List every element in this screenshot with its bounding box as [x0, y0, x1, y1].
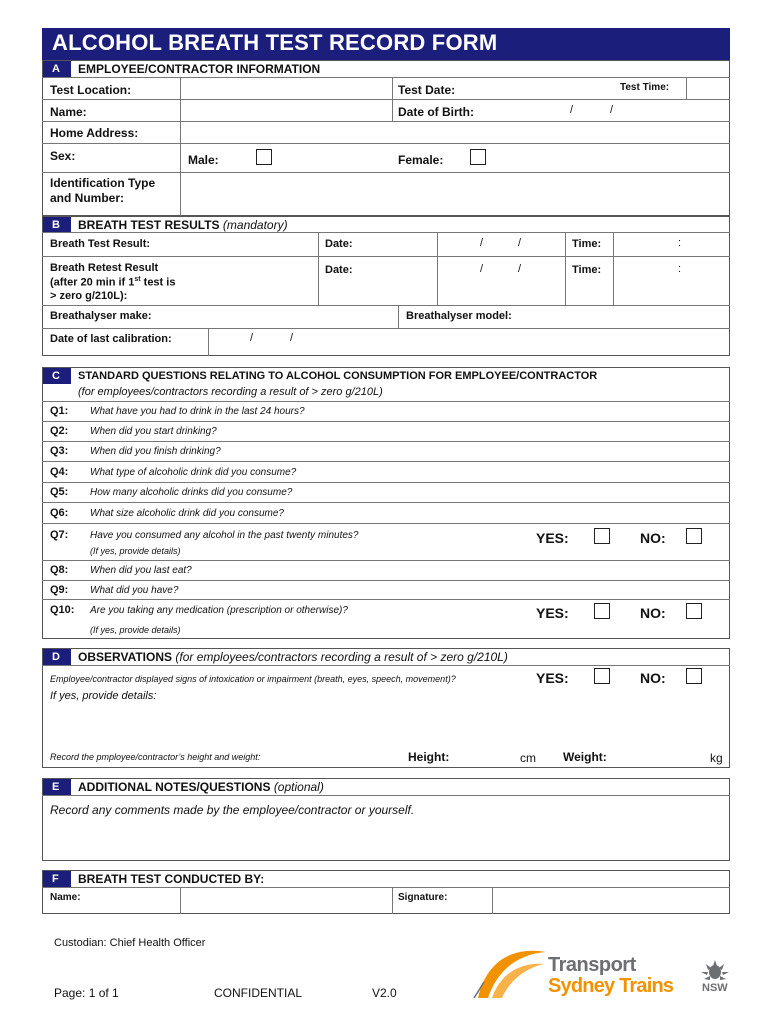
- signature-label: Signature:: [398, 892, 448, 903]
- section-d-heading-text: OBSERVATIONS: [78, 650, 173, 664]
- section-f-heading: BREATH TEST CONDUCTED BY:: [78, 872, 265, 886]
- result-time-colon: :: [678, 237, 682, 249]
- home-address-label: Home Address:: [50, 126, 139, 140]
- height-unit: cm: [520, 751, 536, 765]
- observations-no-checkbox[interactable]: [686, 668, 702, 684]
- breath-test-result-label: Breath Test Result:: [50, 238, 151, 250]
- q7-text: Have you consumed any alcohol in the past twenty minutes?: [90, 530, 359, 541]
- q4-number: Q4:: [50, 466, 69, 478]
- section-e-heading-text: ADDITIONAL NOTES/QUESTIONS: [78, 780, 271, 794]
- transport-logo-icon: [472, 942, 552, 1002]
- breathalyser-model-label: Breathalyser model:: [406, 310, 512, 322]
- q10-no-checkbox[interactable]: [686, 603, 702, 619]
- q1-number: Q1:: [50, 405, 69, 417]
- section-e-heading: [78, 780, 324, 794]
- section-e-letter: E: [43, 779, 71, 795]
- logo-sydney-trains-text: Sydney Trains: [548, 975, 674, 997]
- section-b-letter: B: [43, 217, 71, 233]
- retest-label-line1: Breath Retest Result: [50, 262, 159, 274]
- section-d-letter: D: [43, 649, 71, 665]
- home-address-field[interactable]: [181, 122, 729, 143]
- result-date-sep-2: /: [518, 237, 522, 249]
- retest-time-label: Time:: [572, 264, 602, 276]
- q10-if-yes-note: (If yes, provide details): [90, 625, 181, 635]
- test-time-field[interactable]: [687, 78, 729, 99]
- result-date-label: Date:: [325, 238, 353, 250]
- q1-text: What have you had to drink in the last 24 hours?: [90, 406, 305, 417]
- height-label: Height:: [408, 750, 450, 764]
- calibration-date-label: Date of last calibration:: [50, 333, 172, 345]
- retest-label-line2b: test is: [140, 276, 176, 289]
- name-label: Name:: [50, 105, 87, 119]
- calibration-sep-1: /: [250, 332, 254, 344]
- section-e-heading-note: (optional): [273, 780, 324, 794]
- result-time-label: Time:: [572, 238, 602, 250]
- section-b-heading-note: (mandatory): [222, 218, 288, 232]
- q5-number: Q5:: [50, 486, 69, 498]
- conducted-by-name-field[interactable]: [181, 888, 391, 913]
- breathalyser-make-label: Breathalyser make:: [50, 310, 152, 322]
- page-number: Page: 1 of 1: [54, 986, 119, 1000]
- dob-separator-1: /: [570, 104, 574, 116]
- q3-number: Q3:: [50, 445, 69, 457]
- q9-number: Q9:: [50, 584, 69, 596]
- test-time-label: Test Time:: [620, 82, 670, 93]
- test-location-label: Test Location:: [50, 83, 132, 97]
- observations-if-yes-label: If yes, provide details:: [50, 690, 157, 702]
- confidential-label: CONFIDENTIAL: [214, 986, 303, 1000]
- observations-yes-checkbox[interactable]: [594, 668, 610, 684]
- nsw-waratah-icon: [698, 958, 732, 982]
- q8-number: Q8:: [50, 564, 69, 576]
- female-label: Female:: [398, 153, 444, 167]
- breath-test-result-field[interactable]: [180, 233, 317, 255]
- q10-no-label: NO:: [640, 605, 666, 621]
- name-field[interactable]: [181, 100, 391, 121]
- q10-yes-checkbox[interactable]: [594, 603, 610, 619]
- section-c-subheading: (for employees/contractors recording a result of > zero g/210L): [78, 386, 383, 398]
- female-checkbox[interactable]: [470, 149, 486, 165]
- q7-no-checkbox[interactable]: [686, 528, 702, 544]
- custodian-text: Custodian: Chief Health Officer: [54, 937, 206, 949]
- retest-label-sup: st: [134, 276, 141, 283]
- id-type-label-line2: and Number:: [50, 191, 125, 205]
- dob-label: Date of Birth:: [398, 105, 474, 119]
- signature-field[interactable]: [493, 888, 729, 913]
- sex-label: Sex:: [50, 149, 76, 163]
- q7-yes-label: YES:: [536, 530, 569, 546]
- section-a-heading: EMPLOYEE/CONTRACTOR INFORMATION: [78, 62, 321, 76]
- breathalyser-make-field[interactable]: [180, 306, 397, 327]
- retest-time-colon: :: [678, 263, 682, 275]
- q9-text: What did you have?: [90, 585, 179, 596]
- form-title-bar: [42, 28, 730, 60]
- weight-label: Weight:: [563, 750, 607, 764]
- retest-label-line2a: (after 20 min if 1: [50, 276, 135, 289]
- retest-date-label: Date:: [325, 264, 353, 276]
- additional-notes-field[interactable]: [44, 820, 728, 859]
- q6-text: What size alcoholic drink did you consume?: [90, 508, 284, 519]
- retest-result-field[interactable]: [180, 257, 317, 304]
- dob-separator-2: /: [610, 104, 614, 116]
- section-f-letter: F: [43, 871, 71, 887]
- q2-number: Q2:: [50, 425, 69, 437]
- section-c-heading: STANDARD QUESTIONS RELATING TO ALCOHOL CONSUMPTION FOR EMPLOYEE/CONTRACTOR: [78, 370, 598, 382]
- record-height-weight-text: Record the pmployee/contractor’s height and weight:: [50, 752, 261, 762]
- q6-number: Q6:: [50, 507, 69, 519]
- section-b-heading-text: BREATH TEST RESULTS: [78, 218, 220, 232]
- q7-yes-checkbox[interactable]: [594, 528, 610, 544]
- observations-yes-label: YES:: [536, 670, 569, 686]
- id-type-field[interactable]: [181, 173, 729, 215]
- q3-text: When did you finish drinking?: [90, 446, 221, 457]
- male-label: Male:: [188, 153, 219, 167]
- result-date-sep-1: /: [480, 237, 484, 249]
- section-b-heading: [78, 218, 288, 232]
- section-d-heading-note: (for employees/contractors recording a result of > zero g/210L): [175, 650, 508, 664]
- q7-if-yes-note: (If yes, provide details): [90, 546, 181, 556]
- observations-signs-text: Employee/contractor displayed signs of intoxication or impairment (breath, eyes, speech, movement)?: [50, 674, 456, 684]
- retest-label-line2: [50, 276, 175, 289]
- observations-details-field[interactable]: [44, 704, 728, 744]
- version-label: V2.0: [372, 986, 397, 1000]
- retest-date-sep-2: /: [518, 263, 522, 275]
- q5-text: How many alcoholic drinks did you consume?: [90, 487, 293, 498]
- conducted-by-name-label: Name:: [50, 892, 81, 903]
- q10-yes-label: YES:: [536, 605, 569, 621]
- q7-no-label: NO:: [640, 530, 666, 546]
- test-date-label: Test Date:: [398, 83, 456, 97]
- section-c-letter: C: [43, 368, 71, 384]
- logo-transport-text: Transport: [548, 954, 636, 976]
- weight-unit: kg: [710, 751, 723, 765]
- male-checkbox[interactable]: [256, 149, 272, 165]
- nsw-text: NSW: [702, 982, 728, 994]
- q10-text: Are you taking any medication (prescription or otherwise)?: [90, 605, 348, 616]
- additional-notes-instruction: Record any comments made by the employee/contractor or yourself.: [50, 803, 415, 817]
- q7-number: Q7:: [50, 529, 69, 541]
- section-a-letter: A: [43, 61, 71, 77]
- retest-date-sep-1: /: [480, 263, 484, 275]
- calibration-sep-2: /: [290, 332, 294, 344]
- test-location-field[interactable]: [181, 78, 391, 99]
- q4-text: What type of alcoholic drink did you consume?: [90, 467, 297, 478]
- q2-text: When did you start drinking?: [90, 426, 217, 437]
- retest-label-line3: > zero g/210L):: [50, 290, 128, 302]
- observations-no-label: NO:: [640, 670, 666, 686]
- q8-text: When did you last eat?: [90, 565, 192, 576]
- id-type-label-line1: Identification Type: [50, 176, 156, 190]
- q10-number: Q10:: [50, 604, 75, 616]
- form-title: ALCOHOL BREATH TEST RECORD FORM: [52, 30, 498, 55]
- section-d-heading: [78, 650, 508, 664]
